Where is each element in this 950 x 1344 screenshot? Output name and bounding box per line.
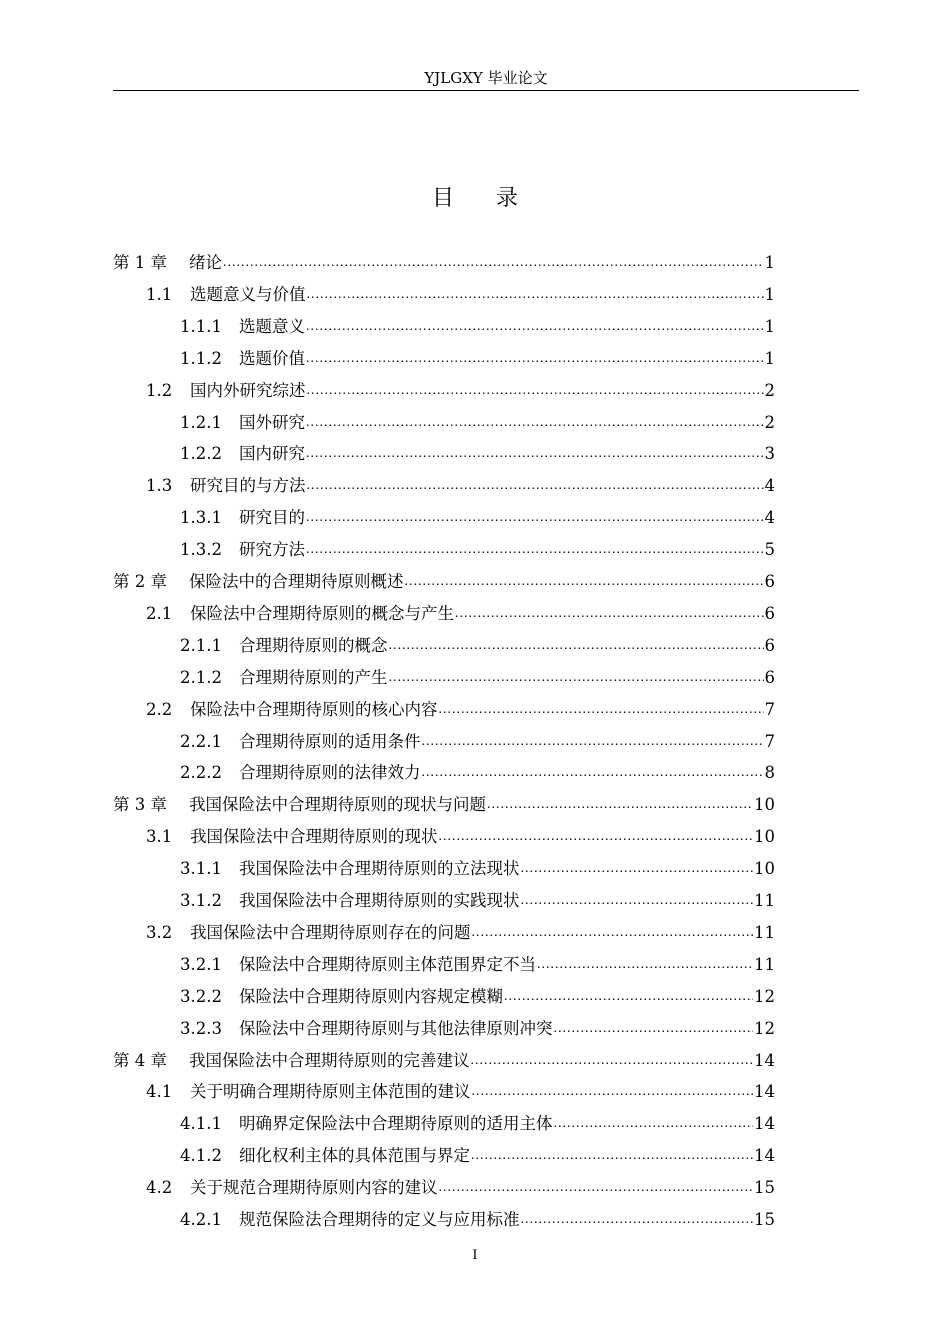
toc-entry-page: 10 <box>754 795 775 815</box>
toc-entry-page: 1 <box>764 253 775 272</box>
toc-heading-left: 目 <box>431 186 454 211</box>
toc-entry-page: 7 <box>764 699 775 719</box>
toc-entry-level3[interactable] <box>180 631 775 657</box>
toc-dot-leader <box>389 667 764 689</box>
toc-entry-number: 1.3 <box>146 476 173 496</box>
toc-entry-level2[interactable] <box>146 695 775 721</box>
toc-entry-level1[interactable] <box>113 248 775 274</box>
toc-entry-number: 4.1.1 <box>180 1114 222 1134</box>
toc-entry-page: 14 <box>754 1050 775 1070</box>
toc-entry-number: 1.1 <box>146 284 173 304</box>
toc-entry-number: 2.2.2 <box>180 763 222 783</box>
toc-heading-right: 录 <box>496 186 519 211</box>
toc-entry-title: 保险法中的合理期待原则概述 <box>189 572 404 591</box>
toc-entry-level1[interactable] <box>113 790 775 816</box>
toc-entry-number: 第 2 章 <box>113 572 167 591</box>
toc-entry-level3[interactable] <box>180 312 775 338</box>
toc-dot-leader <box>471 1145 753 1167</box>
toc-heading <box>0 181 950 212</box>
toc-entry-title: 国外研究 <box>239 412 305 432</box>
toc-entry-title: 研究目的与方法 <box>190 476 306 496</box>
toc-dot-leader <box>472 1081 754 1103</box>
toc-entry-title: 绪论 <box>189 253 222 272</box>
toc-entry-level3[interactable] <box>180 1141 775 1167</box>
toc-dot-leader <box>487 794 753 816</box>
toc-entry-page: 14 <box>754 1114 775 1134</box>
toc-dot-leader <box>554 1113 754 1135</box>
toc-entry-title: 我国保险法中合理期待原则的现状 <box>190 827 438 847</box>
toc-dot-leader <box>472 922 754 944</box>
toc-dot-leader <box>471 1050 754 1072</box>
toc-entry-title: 选题价值 <box>239 348 305 368</box>
toc-entry-page: 1 <box>764 348 775 368</box>
toc-entry-title: 合理期待原则的适用条件 <box>239 731 421 751</box>
toc-entry-number: 3.1 <box>146 827 173 847</box>
toc-entry-title: 保险法中合理期待原则的概念与产生 <box>190 603 454 623</box>
toc-entry-number: 1.3.2 <box>180 540 222 560</box>
toc-entry-number: 1.1.1 <box>180 316 222 336</box>
toc-entry-level2[interactable] <box>146 822 775 848</box>
toc-entry-level3[interactable] <box>180 408 775 434</box>
toc-dot-leader <box>306 348 764 370</box>
toc-entry-number: 4.2 <box>146 1178 173 1198</box>
toc-entry-number: 3.1.2 <box>180 891 222 910</box>
toc-entry-level3[interactable] <box>180 950 775 976</box>
toc-dot-leader <box>306 443 764 465</box>
toc-entry-page: 1 <box>764 284 775 304</box>
toc-dot-leader <box>307 475 764 497</box>
toc-entry-number: 2.1.2 <box>180 667 222 687</box>
toc-entry-number: 3.1.1 <box>180 859 222 879</box>
toc-entry-page: 1 <box>764 316 775 336</box>
toc-entry-number: 1.2.2 <box>180 444 222 464</box>
toc-entry-page: 15 <box>754 1210 775 1229</box>
toc-entry-page: 11 <box>754 891 775 910</box>
toc-entry-level2[interactable] <box>146 599 775 625</box>
toc-dot-leader <box>521 890 754 912</box>
toc-entry-title: 保险法中合理期待原则的核心内容 <box>190 699 438 719</box>
toc-entry-title: 我国保险法中合理期待原则的立法现状 <box>239 859 520 879</box>
toc-entry-title: 保险法中合理期待原则主体范围界定不当 <box>239 954 536 974</box>
toc-entry-level3[interactable] <box>180 727 775 753</box>
toc-entry-page: 12 <box>754 986 775 1006</box>
toc-entry-title: 选题意义与价值 <box>190 284 306 304</box>
toc-entry-title: 研究方法 <box>239 540 305 560</box>
toc-entry-level3[interactable] <box>180 854 775 880</box>
toc-entry-title: 关于规范合理期待原则内容的建议 <box>190 1178 438 1198</box>
toc-dot-leader <box>521 1209 754 1231</box>
toc-entry-level3[interactable] <box>180 535 775 561</box>
toc-dot-leader <box>306 316 764 338</box>
toc-entry-level2[interactable] <box>146 471 775 497</box>
toc-dot-leader <box>439 1177 754 1199</box>
toc-entry-level3[interactable] <box>180 758 775 784</box>
toc-dot-leader <box>306 412 764 434</box>
toc-entry-level3[interactable] <box>180 663 775 689</box>
toc-dot-leader <box>537 954 753 976</box>
toc-entry-number: 2.2 <box>146 699 173 719</box>
toc-entry-page: 5 <box>764 540 775 560</box>
toc-entry-level2[interactable] <box>146 376 775 402</box>
toc-entry-number: 1.2 <box>146 380 173 400</box>
toc-entry-number: 2.1.1 <box>180 635 222 655</box>
toc-entry-level2[interactable] <box>146 1077 775 1103</box>
toc-dot-leader <box>439 699 764 721</box>
toc-entry-page: 6 <box>764 635 775 655</box>
toc-entry-page: 11 <box>754 954 775 974</box>
page-number: I <box>472 1248 478 1263</box>
toc-dot-leader <box>504 986 753 1008</box>
toc-entry-number: 1.1.2 <box>180 348 222 368</box>
toc-entry-page: 4 <box>764 508 775 528</box>
toc-dot-leader <box>307 284 764 306</box>
toc-dot-leader <box>306 539 764 561</box>
toc-entry-page: 6 <box>764 572 775 591</box>
toc-entry-page: 3 <box>764 444 775 464</box>
toc-entry-level3[interactable] <box>180 1109 775 1135</box>
toc-entry-number: 第 1 章 <box>113 253 167 272</box>
toc-entry-number: 3.2.1 <box>180 954 222 974</box>
toc-entry-number: 1.2.1 <box>180 412 222 432</box>
toc-entry-page: 4 <box>764 476 775 496</box>
toc-entry-level3[interactable] <box>180 439 775 465</box>
toc-entry-title: 明确界定保险法中合理期待原则的适用主体 <box>239 1114 553 1134</box>
toc-entry-number: 2.1 <box>146 603 173 623</box>
toc-entry-level1[interactable] <box>113 1046 775 1072</box>
toc-dot-leader <box>223 252 764 274</box>
toc-entry-title: 研究目的 <box>239 508 305 528</box>
toc-entry-page: 10 <box>754 859 775 879</box>
toc-entry-level2[interactable] <box>146 1173 775 1199</box>
toc-entry-page: 12 <box>754 1018 775 1038</box>
toc-dot-leader <box>422 762 764 784</box>
toc-entry-title: 我国保险法中合理期待原则的现状与问题 <box>189 795 486 815</box>
page-footer <box>0 1248 950 1263</box>
toc-entry-page: 15 <box>754 1178 775 1198</box>
toc-entry-number: 1.3.1 <box>180 508 222 528</box>
toc-dot-leader <box>422 731 764 753</box>
toc-entry-title: 合理期待原则的法律效力 <box>239 763 421 783</box>
toc-entry-page: 10 <box>754 827 775 847</box>
toc-entry-title: 保险法中合理期待原则内容规定模糊 <box>239 986 503 1006</box>
toc-entry-title: 国内研究 <box>239 444 305 464</box>
toc-dot-leader <box>307 380 764 402</box>
toc-entry-page: 11 <box>754 922 775 942</box>
toc-entry-number: 3.2.3 <box>180 1018 222 1038</box>
toc-dot-leader <box>455 603 764 625</box>
toc-entry-title: 规范保险法合理期待的定义与应用标准 <box>239 1210 520 1229</box>
toc-entry-page: 14 <box>754 1146 775 1166</box>
toc-entry-number: 第 4 章 <box>113 1050 167 1070</box>
toc-entry-number: 4.1.2 <box>180 1146 222 1166</box>
toc-dot-leader <box>439 826 754 848</box>
toc-entry-number: 3.2.2 <box>180 986 222 1006</box>
toc-entry-title: 细化权利主体的具体范围与界定 <box>239 1146 470 1166</box>
running-header <box>113 69 859 91</box>
toc-entry-level3[interactable] <box>180 1205 775 1231</box>
toc-entry-number: 4.1 <box>146 1082 173 1102</box>
toc-entry-title: 我国保险法中合理期待原则存在的问题 <box>190 922 471 942</box>
toc-entry-number: 3.2 <box>146 922 173 942</box>
toc-entry-level1[interactable] <box>113 567 775 593</box>
toc-entry-page: 14 <box>754 1082 775 1102</box>
toc-entry-title: 关于明确合理期待原则主体范围的建议 <box>190 1082 471 1102</box>
toc-entry-page: 2 <box>764 412 775 432</box>
toc-entry-page: 8 <box>764 763 775 783</box>
toc-dot-leader <box>306 507 764 529</box>
toc-entry-title: 我国保险法中合理期待原则的完善建议 <box>189 1050 470 1070</box>
toc-entry-level3[interactable] <box>180 344 775 370</box>
toc-entry-level2[interactable] <box>146 280 775 306</box>
toc-entry-number: 4.2.1 <box>180 1210 222 1229</box>
toc-dot-leader <box>521 858 754 880</box>
toc-entry-number: 第 3 章 <box>113 795 167 815</box>
toc-entry-level2[interactable] <box>146 918 775 944</box>
header-text: YJLGXY 毕业论文 <box>424 69 548 87</box>
toc-entry-title: 我国保险法中合理期待原则的实践现状 <box>239 891 520 910</box>
toc-entry-title: 保险法中合理期待原则与其他法律原则冲突 <box>239 1018 553 1038</box>
toc-entry-page: 6 <box>764 603 775 623</box>
toc-dot-leader <box>389 635 764 657</box>
toc-entry-page: 7 <box>764 731 775 751</box>
toc-entry-title: 合理期待原则的产生 <box>239 667 388 687</box>
toc-entry-level3[interactable] <box>180 982 775 1008</box>
toc-dot-leader <box>554 1018 754 1040</box>
toc-entry-level3[interactable] <box>180 1014 775 1040</box>
toc-entry-number: 2.2.1 <box>180 731 222 751</box>
toc-entry-level3[interactable] <box>180 886 775 912</box>
toc-entry-title: 合理期待原则的概念 <box>239 635 388 655</box>
toc-entry-page: 6 <box>764 667 775 687</box>
toc-dot-leader <box>405 571 764 593</box>
toc-entry-title: 选题意义 <box>239 316 305 336</box>
toc-entry-title: 国内外研究综述 <box>190 380 306 400</box>
toc-entry-level3[interactable] <box>180 503 775 529</box>
toc-entry-page: 2 <box>764 380 775 400</box>
